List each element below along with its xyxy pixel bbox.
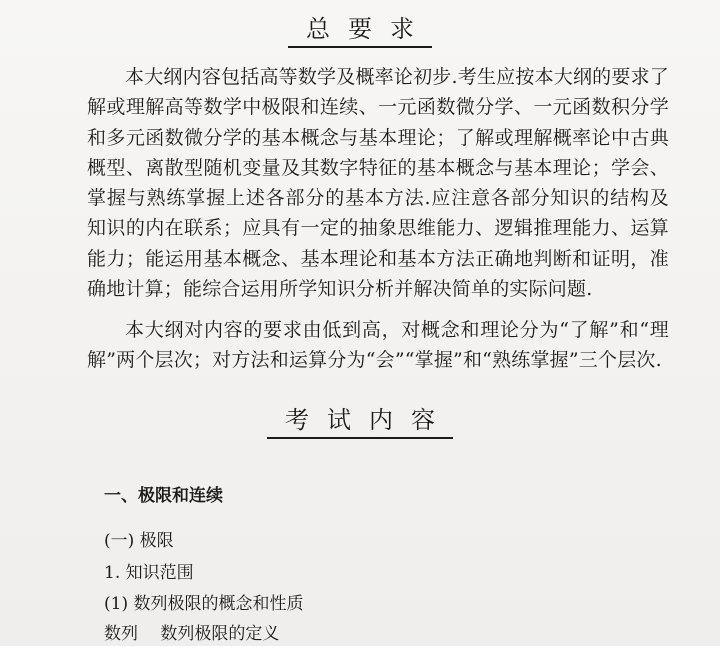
subsection-limits: (一) 极限 bbox=[104, 531, 174, 551]
sequence-definition-line: 数列 数列极限的定义 bbox=[104, 624, 280, 644]
requirements-paragraph-1: 本大纲内容包括高等数学及概率论初步.考生应按本大纲的要求了解或理解高等数学中极限和连续、一元函数微分学、一元函数积分学和多元函数微分学的基本概念与基本理论；了解或理解概率论中古典概型、离散型随机变量及其数字特征的基本概念与基本理论；学会、掌握与熟练掌握上述各部分的基本方法.应注意各部分知识的结构及知识的内在联系；应具有一定的抽象思维能力、逻辑推理能力、运算能力；能运用基本概念、基本理论和基本方法正确地判断和证明，准确地计算；能综合运用所学知识分析并解决简单的实际问题. bbox=[87, 66, 669, 301]
exam-content-title: 考试内容 bbox=[267, 405, 453, 439]
general-requirements-heading bbox=[0, 14, 720, 48]
section-limits-continuity: 一、极限和连续 bbox=[104, 486, 223, 506]
requirements-paragraph-2: 本大纲对内容的要求由低到高，对概念和理论分为“了解”和“理解”两个层次；对方法和运算分为“会”“掌握”和“熟练掌握”三个层次. bbox=[87, 319, 669, 372]
knowledge-scope-item: 1. 知识范围 bbox=[104, 563, 194, 583]
general-requirements-title: 总要求 bbox=[288, 14, 432, 48]
sequence-limit-concept-item: (1) 数列极限的概念和性质 bbox=[104, 594, 304, 614]
exam-content-heading bbox=[0, 405, 720, 439]
